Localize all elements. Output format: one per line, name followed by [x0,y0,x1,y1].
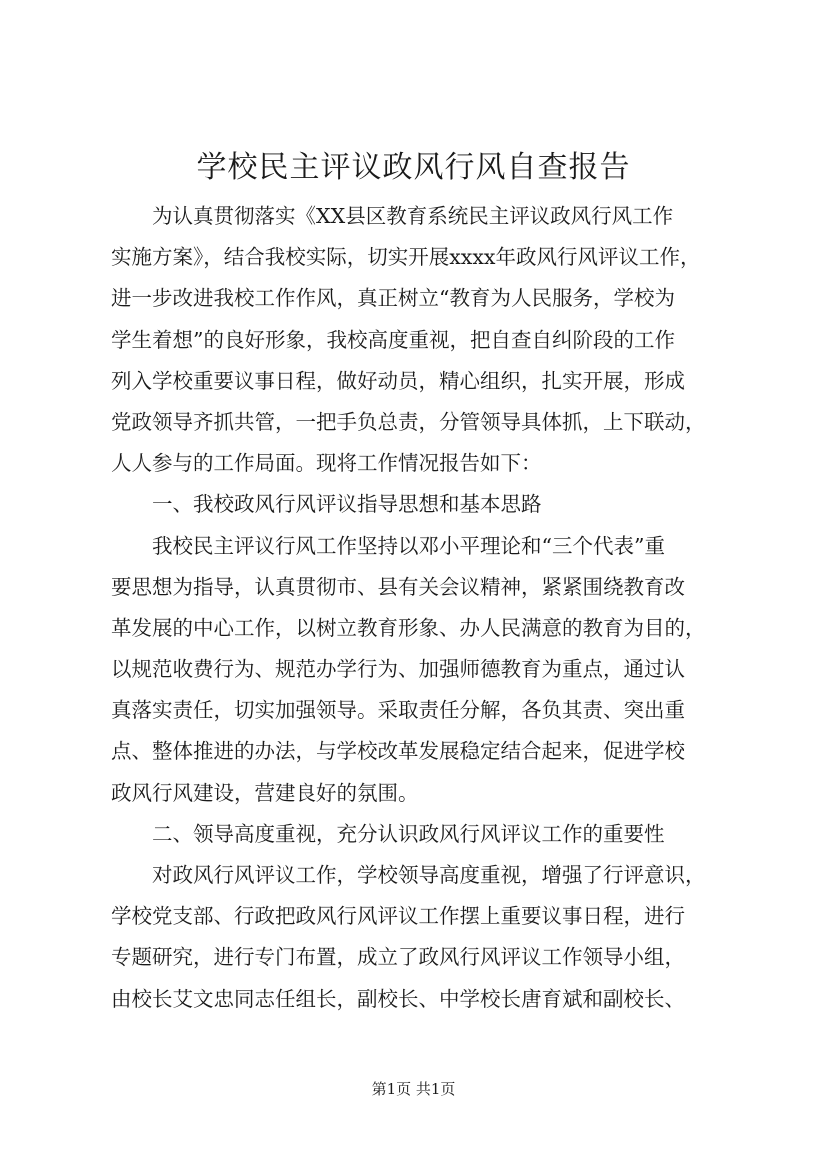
paragraph-line: 学校党支部、行政把政风行风评议工作摆上重要议事日程，进行 [111,904,685,929]
paragraph-line: 我校民主评议行风工作坚持以邓小平理论和“三个代表”重 [152,533,665,558]
paragraph-line: 进一步改进我校工作作风，真正树立“教育为人民服务，学校为 [111,286,675,311]
paragraph-line: 专题研究，进行专门布置，成立了政风行风评议工作领导小组， [111,945,685,970]
paragraph-line: 革发展的中心工作，以树立教育形象、办人民满意的教育为目的， [111,615,706,640]
paragraph-line: 实施方案》，结合我校实际，切实开展xxxx年政风行风评议工作， [111,245,701,270]
document-title: 学校民主评议政风行风自查报告 [196,150,631,185]
paragraph-line: 真落实责任，切实加强领导。采取责任分解，各负其责、突出重 [111,698,685,723]
paragraph-line: 学生着想”的良好形象，我校高度重视，把自查自纠阶段的工作 [111,327,675,352]
paragraph-line: 列入学校重要议事日程，做好动员，精心组织，扎实开展，形成 [111,368,685,393]
document-body [111,196,731,1020]
paragraph-line: 对政风行风评议工作，学校领导高度重视，增强了行评意识， [152,863,706,887]
paragraph-line: 人人参与的工作局面。现将工作情况报告如下： [111,451,542,476]
paragraph-line: 要思想为指导，认真贯彻市、县有关会议精神，紧紧围绕教育改 [111,574,685,599]
page-number-footer: 第1页 共1页 [371,1080,456,1098]
paragraph-line: 由校长艾文忠同志任组长，副校长、中学校长唐育斌和副校长、 [111,986,685,1011]
section-heading: 二、领导高度重视，充分认识政风行风评议工作的重要性 [152,821,665,846]
section-heading: 一、我校政风行风评议指导思想和基本思路 [152,492,542,517]
paragraph-line: 为认真贯彻落实《XX县区教育系统民主评议政风行风工作 [152,204,674,228]
paragraph-line: 以规范收费行为、规范办学行为、加强师德教育为重点，通过认 [111,657,685,682]
paragraph-line: 政风行风建设，营建良好的氛围。 [111,780,419,805]
paragraph-line: 点、整体推进的办法，与学校改革发展稳定结合起来，促进学校 [111,739,685,764]
paragraph-line: 党政领导齐抓共管，一把手负总责，分管领导具体抓，上下联动， [111,409,706,434]
